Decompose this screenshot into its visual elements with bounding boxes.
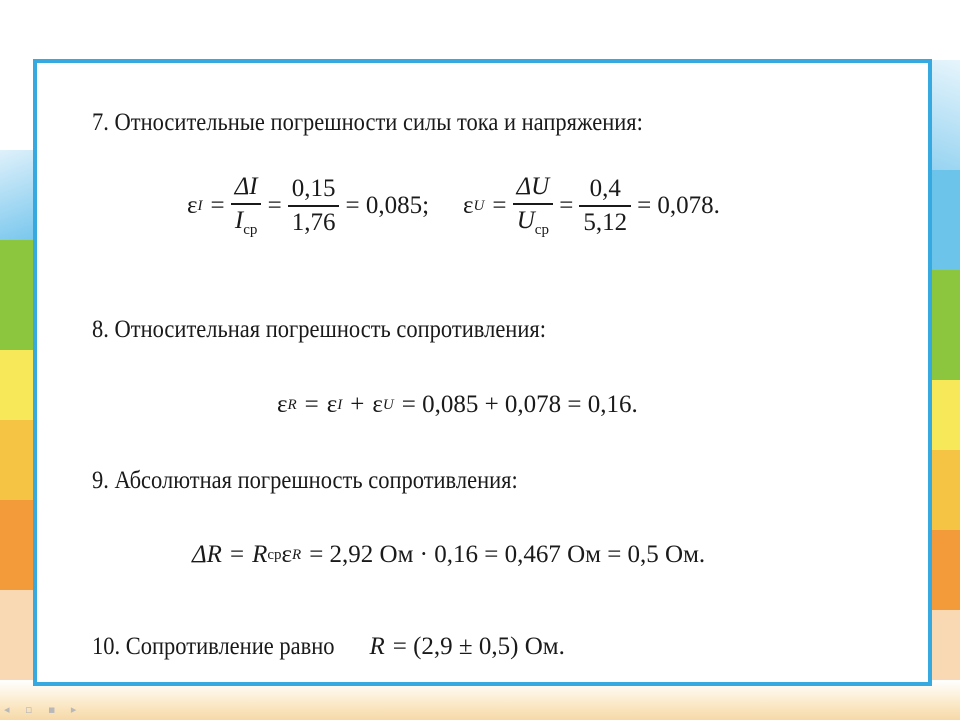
denominator: 5,12 (579, 205, 631, 237)
subscript-i: I (337, 396, 343, 413)
item-10-line (92, 633, 565, 661)
plus-sign: + (350, 391, 365, 418)
result-value: = 2,92 Ом · 0,16 = 0,467 Ом = 0,5 Ом. (309, 541, 706, 568)
epsilon-symbol: ε (277, 391, 288, 418)
result-value: = 0,085 + 0,078 = 0,16. (401, 391, 638, 418)
item-7-heading: 7. Относительные погрешности силы тока и напряжения: (92, 109, 643, 136)
numerator: ΔI (234, 173, 258, 200)
equals-sign: = (492, 192, 507, 219)
fraction-values-1 (288, 175, 340, 237)
epsilon-symbol: ε (187, 192, 198, 219)
item-9-heading: 9. Абсолютная погрешность сопротивления: (92, 467, 518, 494)
formula-7 (187, 173, 720, 239)
delta-r: ΔR (192, 541, 222, 568)
denominator: U (516, 207, 535, 234)
result-value: = 0,078. (637, 192, 720, 219)
equals-sign: = (304, 391, 319, 418)
fraction-delta-i (231, 173, 262, 239)
denominator: 1,76 (288, 205, 340, 237)
epsilon-symbol: ε (281, 541, 293, 568)
epsilon-symbol: ε (326, 391, 338, 418)
numerator: ΔU (516, 173, 550, 200)
subscript-r: R (292, 546, 302, 563)
background-bottom-band (0, 680, 960, 720)
equals-sign: = (229, 541, 245, 568)
subscript-r: R (287, 396, 297, 413)
result-value: = 0,085; (345, 192, 430, 219)
formula-8 (277, 391, 638, 419)
subscript-cp: ср (534, 222, 549, 238)
epsilon-symbol: ε (463, 192, 474, 219)
numerator: 0,4 (589, 175, 621, 202)
equals-sign: = (559, 192, 574, 219)
r-symbol: R (369, 633, 385, 660)
slide-frame (33, 59, 932, 686)
formula-9 (192, 541, 705, 569)
fraction-delta-u (512, 173, 553, 239)
slide-nav-icons[interactable]: ◂ ▫ ▪ ▸ (4, 703, 83, 716)
r-symbol: R (252, 541, 268, 568)
item-10-heading: 10. Сопротивление равно (92, 633, 335, 660)
subscript-cp: ср (243, 222, 258, 238)
result-value: = (2,9 ± 0,5) Ом. (392, 633, 565, 660)
subscript-u: U (382, 396, 394, 413)
equals-sign: = (267, 192, 282, 219)
numerator: 0,15 (291, 175, 336, 202)
equals-sign: = (210, 192, 225, 219)
fraction-values-2 (579, 175, 631, 237)
epsilon-symbol: ε (372, 391, 383, 418)
subscript-u: U (473, 197, 485, 214)
item-8-heading: 8. Относительная погрешность сопротивления: (92, 316, 546, 343)
subscript-i: I (197, 197, 203, 214)
subscript-cp: ср (267, 546, 282, 563)
denominator: I (234, 207, 244, 234)
